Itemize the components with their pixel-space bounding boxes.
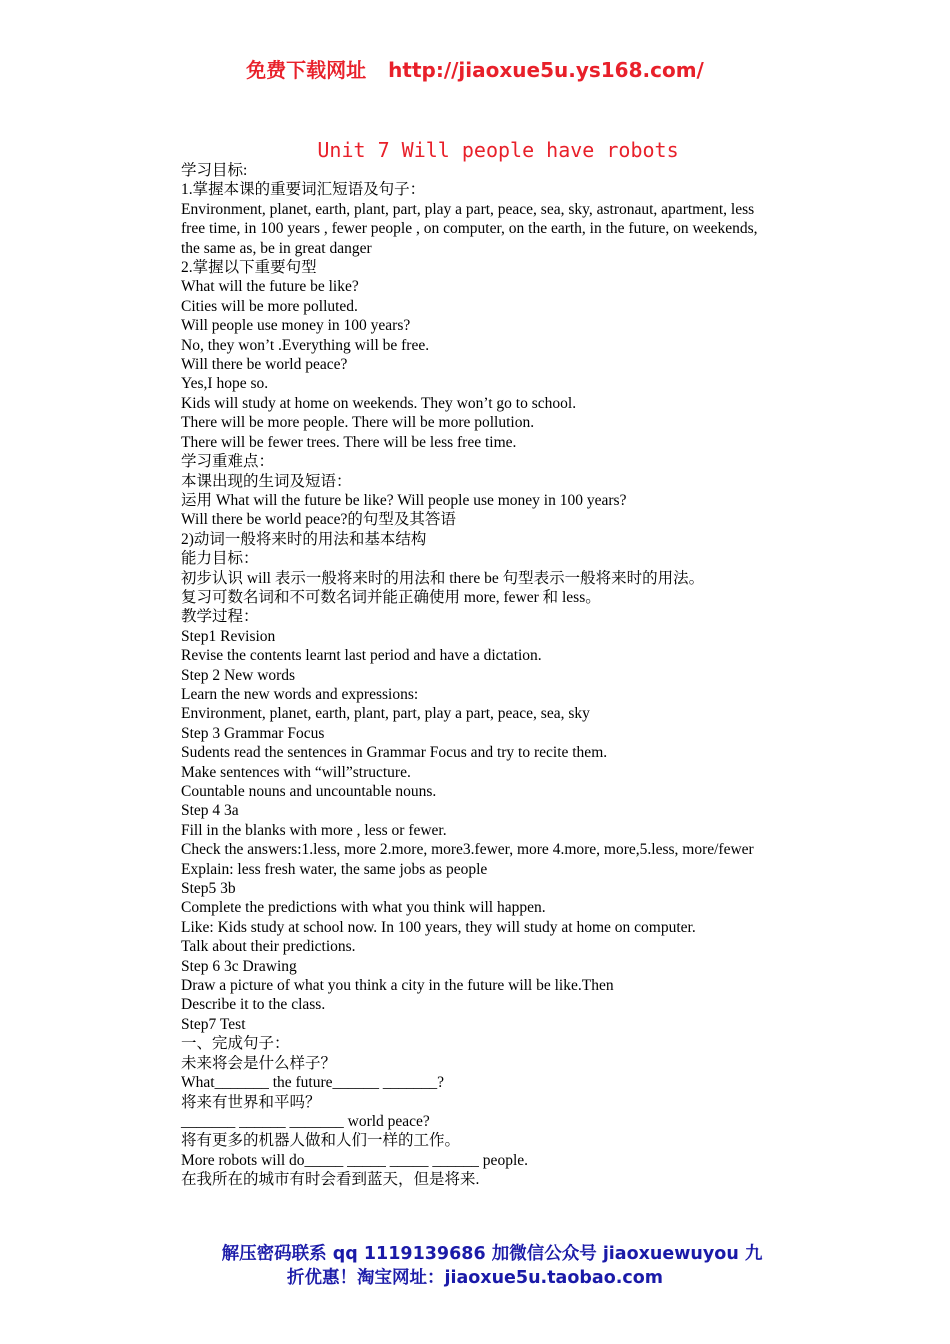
header-label: 免费下载网址	[246, 58, 367, 82]
text-line: Countable nouns and uncountable nouns.	[181, 783, 437, 800]
text-line: Like: Kids study at school now. In 100 years, they will study at home on computer.	[181, 918, 696, 936]
text-line: Fill in the blanks with more , less or fewer.	[181, 821, 447, 839]
text-line: Environment, planet, earth, plant, part, play a part, peace, sea, sky	[181, 705, 590, 723]
text-line: Make sentences with “will”structure.	[181, 763, 411, 781]
text-line: Cities will be more polluted.	[181, 297, 358, 315]
text-line: What_______ the future______ _______?	[181, 1074, 445, 1092]
footer-line-1: 解压密码联系 qq 1119139686 加微信公众号 jiaoxuewuyou 九	[221, 1244, 763, 1264]
text-line: Talk about their predictions.	[181, 938, 356, 956]
text-line: Step 6 3c Drawing	[181, 957, 297, 975]
text-line: There will be fewer trees. There will be less free time.	[181, 433, 517, 451]
text-line: Learn the new words and expressions:	[181, 685, 419, 703]
text-line: Environment, planet, earth, plant, part, play a part, peace, sea, sky, astronaut, apartment, less	[181, 200, 755, 218]
text-line: the same as, be in great danger	[181, 239, 372, 257]
text-line: Revise the contents learnt last period and have a dictation.	[181, 647, 542, 665]
text-line: Yes,I hope so.	[181, 375, 269, 393]
text-line: 2.掌握以下重要句型	[181, 259, 317, 277]
text-line: Will there be world peace?的句型及其答语	[181, 511, 456, 529]
text-line: Step 3 Grammar Focus	[181, 724, 325, 742]
text-line: 未来将会是什么样子？	[181, 1054, 337, 1072]
text-line: 一、完成句子：	[181, 1035, 290, 1053]
text-line: 学习重难点：	[181, 453, 275, 471]
text-line: 本课出现的生词及短语：	[181, 472, 352, 490]
header-url[interactable]: http://jiaoxue5u.ys168.com/	[388, 58, 704, 82]
text-line: 2)动词一般将来时的用法和基本结构	[181, 530, 427, 548]
text-line: Describe it to the class.	[181, 996, 326, 1014]
text-line: 1.掌握本课的重要词汇短语及句子：	[181, 181, 426, 199]
text-line: 初步认识 will 表示一般将来时的用法和 there be 句型表示一般将来时的用法。	[181, 569, 705, 587]
text-line: Will there be world peace?	[181, 356, 348, 374]
text-line: 运用 What will the future be like? Will people use money in 100 years?	[181, 491, 627, 509]
text-line: 复习可数名词和不可数名词并能正确使用 more, fewer 和 less。	[181, 588, 601, 606]
text-line: What will the future be like?	[181, 278, 359, 296]
text-line: Step 2 New words	[181, 666, 296, 684]
text-line: Sudents read the sentences in Grammar Focus and try to recite them.	[181, 744, 608, 762]
text-line: There will be more people. There will be more pollution.	[181, 414, 535, 432]
text-line: Complete the predictions with what you think will happen.	[181, 899, 546, 917]
text-line: 学习目标:	[181, 162, 248, 179]
text-line: 将有更多的机器人做和人们一样的工作。	[181, 1132, 461, 1150]
text-line: More robots will do_____ _____ _____ ______ people.	[181, 1151, 529, 1169]
text-line: 将来有世界和平吗？	[181, 1093, 321, 1111]
text-line: Draw a picture of what you think a city in the future will be like.Then	[181, 977, 614, 995]
contact-footer	[0, 1242, 950, 1290]
text-line: Step7 Test	[181, 1015, 246, 1033]
text-line: 教学过程：	[181, 608, 259, 626]
document-title: Unit 7 Will people have robots	[317, 138, 679, 162]
text-line: No, they won’t .Everything will be free.	[181, 336, 430, 354]
text-line: 能力目标：	[181, 550, 259, 568]
download-header	[0, 54, 950, 83]
text-line: Step 4 3a	[181, 802, 239, 820]
text-line: Kids will study at home on weekends. They won’t go to school.	[181, 394, 577, 412]
text-line: 在我所在的城市有时会看到蓝天，但是将来.	[181, 1171, 480, 1189]
text-line: Step5 3b	[181, 880, 236, 898]
footer-line-2: 折优惠！淘宝网址：jiaoxue5u.taobao.com	[286, 1268, 664, 1288]
text-line: Explain: less fresh water, the same jobs as people	[181, 860, 488, 878]
text-line: free time, in 100 years , fewer people , on computer, on the earth, in the future, on weekends,	[181, 220, 758, 238]
text-line: _______ ______ _______ world peace?	[181, 1112, 430, 1130]
text-line: Check the answers:1.less, more 2.more, more3.fewer, more 4.more, more,5.less, more/fewer	[181, 841, 754, 859]
text-line: Will people use money in 100 years?	[181, 317, 411, 335]
text-line: Step1 Revision	[181, 627, 276, 645]
document-body	[181, 161, 821, 1190]
